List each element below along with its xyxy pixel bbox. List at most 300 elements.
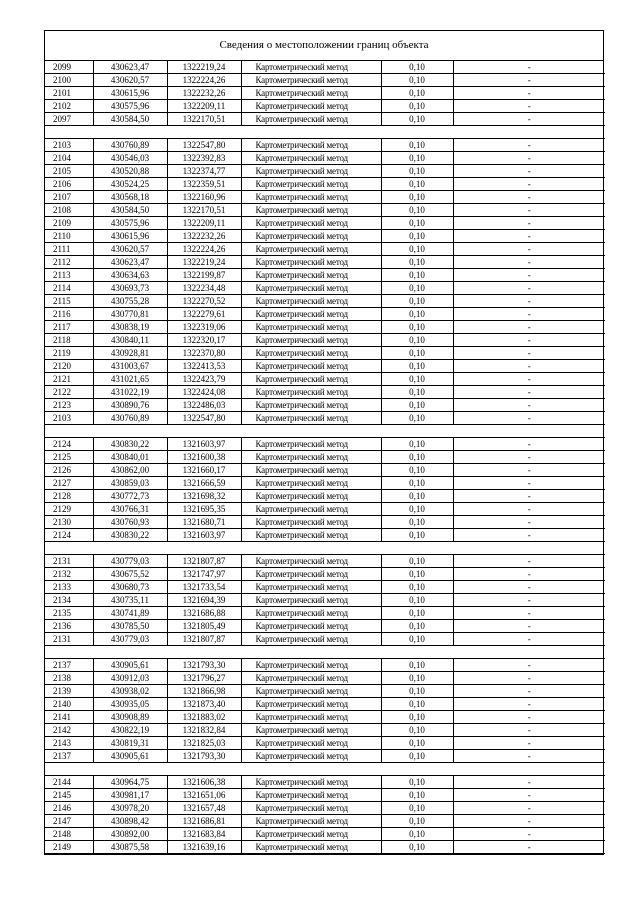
y-coordinate-cell: 1322219,24: [167, 256, 241, 269]
accuracy-cell: 0,10: [381, 204, 453, 217]
y-coordinate-cell: 1322547,80: [167, 139, 241, 152]
point-number-cell: 2110: [45, 230, 93, 243]
table-row: [45, 490, 605, 503]
y-coordinate-cell: 1321793,30: [167, 750, 241, 763]
x-coordinate-cell: 430675,52: [93, 568, 167, 581]
method-cell: Картометрический метод: [241, 620, 381, 633]
method-cell: Картометрический метод: [241, 737, 381, 750]
method-cell: Картометрический метод: [241, 828, 381, 841]
method-cell: Картометрический метод: [241, 360, 381, 373]
accuracy-cell: 0,10: [381, 230, 453, 243]
x-coordinate-cell: 430620,57: [93, 243, 167, 256]
x-coordinate-cell: 430830,22: [93, 438, 167, 451]
y-coordinate-cell: 1321733,54: [167, 581, 241, 594]
note-cell: -: [453, 672, 605, 685]
y-coordinate-cell: 1321603,97: [167, 529, 241, 542]
accuracy-cell: 0,10: [381, 360, 453, 373]
accuracy-cell: 0,10: [381, 269, 453, 282]
table-row: [45, 217, 605, 230]
x-coordinate-cell: 430735,11: [93, 594, 167, 607]
accuracy-cell: 0,10: [381, 477, 453, 490]
x-coordinate-cell: 430875,58: [93, 841, 167, 854]
note-cell: -: [453, 321, 605, 334]
table-row: [45, 529, 605, 542]
table-row: [45, 724, 605, 737]
accuracy-cell: 0,10: [381, 724, 453, 737]
x-coordinate-cell: 430840,11: [93, 334, 167, 347]
table-row: [45, 438, 605, 451]
accuracy-cell: 0,10: [381, 451, 453, 464]
point-number-cell: 2148: [45, 828, 93, 841]
note-cell: -: [453, 607, 605, 620]
y-coordinate-cell: 1322209,11: [167, 217, 241, 230]
point-number-cell: 2119: [45, 347, 93, 360]
method-cell: Картометрический метод: [241, 412, 381, 425]
accuracy-cell: 0,10: [381, 594, 453, 607]
point-number-cell: 2100: [45, 74, 93, 87]
y-coordinate-cell: 1322209,11: [167, 100, 241, 113]
point-number-cell: 2130: [45, 516, 93, 529]
accuracy-cell: 0,10: [381, 399, 453, 412]
point-number-cell: 2146: [45, 802, 93, 815]
accuracy-cell: 0,10: [381, 191, 453, 204]
note-cell: -: [453, 191, 605, 204]
point-number-cell: 2136: [45, 620, 93, 633]
table-row: [45, 295, 605, 308]
accuracy-cell: 0,10: [381, 490, 453, 503]
note-cell: -: [453, 412, 605, 425]
accuracy-cell: 0,10: [381, 139, 453, 152]
y-coordinate-cell: 1321660,17: [167, 464, 241, 477]
note-cell: -: [453, 633, 605, 646]
note-cell: -: [453, 529, 605, 542]
y-coordinate-cell: 1321680,71: [167, 516, 241, 529]
method-cell: Картометрический метод: [241, 282, 381, 295]
x-coordinate-cell: 430623,47: [93, 256, 167, 269]
table-row: [45, 633, 605, 646]
y-coordinate-cell: 1322413,53: [167, 360, 241, 373]
note-cell: -: [453, 87, 605, 100]
x-coordinate-cell: 430978,20: [93, 802, 167, 815]
x-coordinate-cell: 430693,73: [93, 282, 167, 295]
table-row: [45, 503, 605, 516]
y-coordinate-cell: 1322423,79: [167, 373, 241, 386]
y-coordinate-cell: 1321686,81: [167, 815, 241, 828]
point-number-cell: 2097: [45, 113, 93, 126]
point-number-cell: 2117: [45, 321, 93, 334]
separator-cell: [45, 542, 605, 555]
method-cell: Картометрический метод: [241, 438, 381, 451]
y-coordinate-cell: 1321866,98: [167, 685, 241, 698]
point-number-cell: 2137: [45, 750, 93, 763]
table-row: [45, 750, 605, 763]
y-coordinate-cell: 1322234,48: [167, 282, 241, 295]
note-cell: -: [453, 373, 605, 386]
method-cell: Картометрический метод: [241, 178, 381, 191]
separator-cell: [45, 646, 605, 659]
accuracy-cell: 0,10: [381, 334, 453, 347]
method-cell: Картометрический метод: [241, 724, 381, 737]
accuracy-cell: 0,10: [381, 438, 453, 451]
x-coordinate-cell: 430905,61: [93, 659, 167, 672]
method-cell: Картометрический метод: [241, 295, 381, 308]
method-cell: Картометрический метод: [241, 230, 381, 243]
note-cell: -: [453, 360, 605, 373]
x-coordinate-cell: 431022,19: [93, 386, 167, 399]
group-separator: [45, 542, 605, 555]
table-row: [45, 555, 605, 568]
y-coordinate-cell: 1321807,87: [167, 555, 241, 568]
method-cell: Картометрический метод: [241, 321, 381, 334]
point-number-cell: 2122: [45, 386, 93, 399]
group-separator: [45, 126, 605, 139]
note-cell: -: [453, 74, 605, 87]
note-cell: -: [453, 620, 605, 633]
x-coordinate-cell: 430772,73: [93, 490, 167, 503]
x-coordinate-cell: 430766,31: [93, 503, 167, 516]
y-coordinate-cell: 1321873,40: [167, 698, 241, 711]
accuracy-cell: 0,10: [381, 828, 453, 841]
method-cell: Картометрический метод: [241, 529, 381, 542]
accuracy-cell: 0,10: [381, 841, 453, 854]
y-coordinate-cell: 1321832,84: [167, 724, 241, 737]
method-cell: Картометрический метод: [241, 87, 381, 100]
table-row: [45, 74, 605, 87]
table-row: [45, 113, 605, 126]
point-number-cell: 2138: [45, 672, 93, 685]
note-cell: -: [453, 555, 605, 568]
point-number-cell: 2134: [45, 594, 93, 607]
method-cell: Картометрический метод: [241, 750, 381, 763]
point-number-cell: 2128: [45, 490, 93, 503]
x-coordinate-cell: 430760,89: [93, 139, 167, 152]
x-coordinate-cell: 430859,03: [93, 477, 167, 490]
note-cell: -: [453, 295, 605, 308]
table-row: [45, 464, 605, 477]
x-coordinate-cell: 430862,00: [93, 464, 167, 477]
point-number-cell: 2124: [45, 529, 93, 542]
x-coordinate-cell: 430755,28: [93, 295, 167, 308]
method-cell: Картометрический метод: [241, 789, 381, 802]
method-cell: Картометрический метод: [241, 373, 381, 386]
note-cell: -: [453, 750, 605, 763]
method-cell: Картометрический метод: [241, 802, 381, 815]
x-coordinate-cell: 430615,96: [93, 87, 167, 100]
point-number-cell: 2114: [45, 282, 93, 295]
table-row: [45, 152, 605, 165]
note-cell: -: [453, 347, 605, 360]
method-cell: Картометрический метод: [241, 139, 381, 152]
y-coordinate-cell: 1322370,80: [167, 347, 241, 360]
y-coordinate-cell: 1322320,17: [167, 334, 241, 347]
x-coordinate-cell: 430928,81: [93, 347, 167, 360]
note-cell: -: [453, 61, 605, 74]
x-coordinate-cell: 430830,22: [93, 529, 167, 542]
method-cell: Картометрический метод: [241, 334, 381, 347]
accuracy-cell: 0,10: [381, 217, 453, 230]
point-number-cell: 2118: [45, 334, 93, 347]
y-coordinate-cell: 1321639,16: [167, 841, 241, 854]
table-row: [45, 737, 605, 750]
note-cell: -: [453, 178, 605, 191]
note-cell: -: [453, 516, 605, 529]
table-row: [45, 789, 605, 802]
y-coordinate-cell: 1322486,03: [167, 399, 241, 412]
y-coordinate-cell: 1321686,88: [167, 607, 241, 620]
table-row: [45, 451, 605, 464]
table-row: [45, 139, 605, 152]
note-cell: -: [453, 789, 605, 802]
table-row: [45, 230, 605, 243]
note-cell: -: [453, 399, 605, 412]
y-coordinate-cell: 1321683,84: [167, 828, 241, 841]
method-cell: Картометрический метод: [241, 711, 381, 724]
y-coordinate-cell: 1322224,26: [167, 243, 241, 256]
accuracy-cell: 0,10: [381, 750, 453, 763]
method-cell: Картометрический метод: [241, 308, 381, 321]
note-cell: -: [453, 334, 605, 347]
table-row: [45, 412, 605, 425]
point-number-cell: 2125: [45, 451, 93, 464]
x-coordinate-cell: 430575,96: [93, 100, 167, 113]
note-cell: -: [453, 581, 605, 594]
y-coordinate-cell: 1322160,96: [167, 191, 241, 204]
note-cell: -: [453, 217, 605, 230]
accuracy-cell: 0,10: [381, 568, 453, 581]
point-number-cell: 2120: [45, 360, 93, 373]
method-cell: Картометрический метод: [241, 347, 381, 360]
table-row: [45, 828, 605, 841]
separator-cell: [45, 126, 605, 139]
y-coordinate-cell: 1321695,35: [167, 503, 241, 516]
table-row: [45, 256, 605, 269]
point-number-cell: 2135: [45, 607, 93, 620]
point-number-cell: 2099: [45, 61, 93, 74]
point-number-cell: 2123: [45, 399, 93, 412]
x-coordinate-cell: 430520,88: [93, 165, 167, 178]
x-coordinate-cell: 430892,00: [93, 828, 167, 841]
table-row: [45, 243, 605, 256]
point-number-cell: 2112: [45, 256, 93, 269]
table-row: [45, 61, 605, 74]
accuracy-cell: 0,10: [381, 737, 453, 750]
y-coordinate-cell: 1322199,87: [167, 269, 241, 282]
accuracy-cell: 0,10: [381, 152, 453, 165]
y-coordinate-cell: 1321666,59: [167, 477, 241, 490]
y-coordinate-cell: 1321600,38: [167, 451, 241, 464]
point-number-cell: 2111: [45, 243, 93, 256]
table-row: [45, 204, 605, 217]
table-row: [45, 620, 605, 633]
method-cell: Картометрический метод: [241, 503, 381, 516]
point-number-cell: 2115: [45, 295, 93, 308]
accuracy-cell: 0,10: [381, 113, 453, 126]
x-coordinate-cell: 430964,75: [93, 776, 167, 789]
x-coordinate-cell: 430623,47: [93, 61, 167, 74]
table-row: [45, 672, 605, 685]
y-coordinate-cell: 1321698,32: [167, 490, 241, 503]
x-coordinate-cell: 430908,89: [93, 711, 167, 724]
y-coordinate-cell: 1321805,49: [167, 620, 241, 633]
table-row: [45, 269, 605, 282]
y-coordinate-cell: 1322232,26: [167, 87, 241, 100]
note-cell: -: [453, 282, 605, 295]
method-cell: Картометрический метод: [241, 217, 381, 230]
x-coordinate-cell: 430912,03: [93, 672, 167, 685]
point-number-cell: 2133: [45, 581, 93, 594]
x-coordinate-cell: 430779,03: [93, 555, 167, 568]
accuracy-cell: 0,10: [381, 295, 453, 308]
accuracy-cell: 0,10: [381, 308, 453, 321]
point-number-cell: 2132: [45, 568, 93, 581]
note-cell: -: [453, 438, 605, 451]
note-cell: -: [453, 139, 605, 152]
accuracy-cell: 0,10: [381, 256, 453, 269]
method-cell: Картометрический метод: [241, 607, 381, 620]
note-cell: -: [453, 165, 605, 178]
note-cell: -: [453, 841, 605, 854]
accuracy-cell: 0,10: [381, 61, 453, 74]
accuracy-cell: 0,10: [381, 178, 453, 191]
note-cell: -: [453, 386, 605, 399]
accuracy-cell: 0,10: [381, 815, 453, 828]
x-coordinate-cell: 430935,05: [93, 698, 167, 711]
x-coordinate-cell: 430840,01: [93, 451, 167, 464]
point-number-cell: 2145: [45, 789, 93, 802]
document-title: Сведения о местоположении границ объекта: [45, 31, 603, 61]
accuracy-cell: 0,10: [381, 503, 453, 516]
y-coordinate-cell: 1321606,38: [167, 776, 241, 789]
note-cell: -: [453, 685, 605, 698]
point-number-cell: 2102: [45, 100, 93, 113]
y-coordinate-cell: 1322224,26: [167, 74, 241, 87]
x-coordinate-cell: 430785,50: [93, 620, 167, 633]
method-cell: Картометрический метод: [241, 659, 381, 672]
note-cell: -: [453, 711, 605, 724]
x-coordinate-cell: 430890,76: [93, 399, 167, 412]
accuracy-cell: 0,10: [381, 607, 453, 620]
accuracy-cell: 0,10: [381, 516, 453, 529]
x-coordinate-cell: 430615,96: [93, 230, 167, 243]
table-row: [45, 477, 605, 490]
note-cell: -: [453, 698, 605, 711]
method-cell: Картометрический метод: [241, 477, 381, 490]
y-coordinate-cell: 1321603,97: [167, 438, 241, 451]
method-cell: Картометрический метод: [241, 516, 381, 529]
x-coordinate-cell: 430770,81: [93, 308, 167, 321]
y-coordinate-cell: 1322232,26: [167, 230, 241, 243]
point-number-cell: 2116: [45, 308, 93, 321]
note-cell: -: [453, 477, 605, 490]
method-cell: Картометрический метод: [241, 243, 381, 256]
table-row: [45, 165, 605, 178]
method-cell: Картометрический метод: [241, 399, 381, 412]
table-row: [45, 802, 605, 815]
point-number-cell: 2139: [45, 685, 93, 698]
y-coordinate-cell: 1322359,51: [167, 178, 241, 191]
method-cell: Картометрический метод: [241, 256, 381, 269]
table-row: [45, 321, 605, 334]
note-cell: -: [453, 828, 605, 841]
y-coordinate-cell: 1322270,52: [167, 295, 241, 308]
method-cell: Картометрический метод: [241, 815, 381, 828]
x-coordinate-cell: 430741,89: [93, 607, 167, 620]
y-coordinate-cell: 1322219,24: [167, 61, 241, 74]
point-number-cell: 2129: [45, 503, 93, 516]
point-number-cell: 2147: [45, 815, 93, 828]
table-row: [45, 282, 605, 295]
note-cell: -: [453, 152, 605, 165]
point-number-cell: 2131: [45, 555, 93, 568]
method-cell: Картометрический метод: [241, 841, 381, 854]
table-row: [45, 334, 605, 347]
note-cell: -: [453, 464, 605, 477]
note-cell: -: [453, 269, 605, 282]
point-number-cell: 2113: [45, 269, 93, 282]
method-cell: Картометрический метод: [241, 581, 381, 594]
y-coordinate-cell: 1321796,27: [167, 672, 241, 685]
point-number-cell: 2144: [45, 776, 93, 789]
method-cell: Картометрический метод: [241, 594, 381, 607]
method-cell: Картометрический метод: [241, 672, 381, 685]
x-coordinate-cell: 430819,31: [93, 737, 167, 750]
group-separator: [45, 646, 605, 659]
table-row: [45, 191, 605, 204]
accuracy-cell: 0,10: [381, 386, 453, 399]
point-number-cell: 2105: [45, 165, 93, 178]
note-cell: -: [453, 490, 605, 503]
note-cell: -: [453, 503, 605, 516]
x-coordinate-cell: 430905,61: [93, 750, 167, 763]
point-number-cell: 2104: [45, 152, 93, 165]
method-cell: Картометрический метод: [241, 113, 381, 126]
y-coordinate-cell: 1322319,06: [167, 321, 241, 334]
method-cell: Картометрический метод: [241, 698, 381, 711]
point-number-cell: 2103: [45, 412, 93, 425]
separator-cell: [45, 763, 605, 776]
note-cell: -: [453, 776, 605, 789]
point-number-cell: 2124: [45, 438, 93, 451]
x-coordinate-cell: 430634,63: [93, 269, 167, 282]
table-row: [45, 386, 605, 399]
accuracy-cell: 0,10: [381, 776, 453, 789]
note-cell: -: [453, 802, 605, 815]
x-coordinate-cell: 430524,25: [93, 178, 167, 191]
accuracy-cell: 0,10: [381, 165, 453, 178]
y-coordinate-cell: 1321883,02: [167, 711, 241, 724]
point-number-cell: 2106: [45, 178, 93, 191]
note-cell: -: [453, 243, 605, 256]
accuracy-cell: 0,10: [381, 529, 453, 542]
x-coordinate-cell: 431021,65: [93, 373, 167, 386]
method-cell: Картометрический метод: [241, 386, 381, 399]
y-coordinate-cell: 1322279,61: [167, 308, 241, 321]
point-number-cell: 2140: [45, 698, 93, 711]
table-row: [45, 607, 605, 620]
y-coordinate-cell: 1322374,77: [167, 165, 241, 178]
method-cell: Картометрический метод: [241, 61, 381, 74]
table-row: [45, 711, 605, 724]
x-coordinate-cell: 430584,50: [93, 204, 167, 217]
point-number-cell: 2142: [45, 724, 93, 737]
method-cell: Картометрический метод: [241, 568, 381, 581]
table-row: [45, 581, 605, 594]
y-coordinate-cell: 1322547,80: [167, 412, 241, 425]
x-coordinate-cell: 430760,93: [93, 516, 167, 529]
accuracy-cell: 0,10: [381, 464, 453, 477]
accuracy-cell: 0,10: [381, 659, 453, 672]
note-cell: -: [453, 659, 605, 672]
